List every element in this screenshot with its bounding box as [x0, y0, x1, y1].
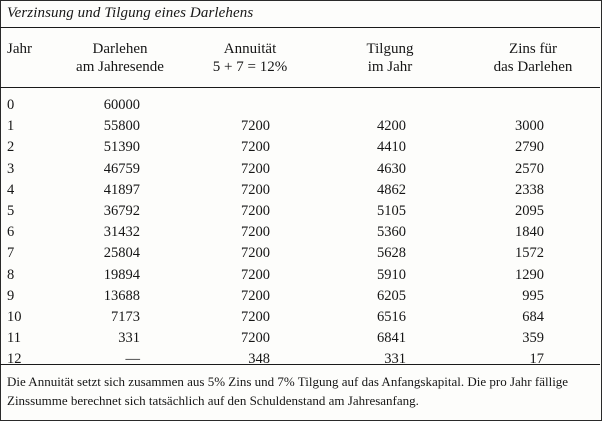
cell-zins: 2790	[515, 139, 544, 156]
cell-darlehen: 60000	[103, 97, 140, 113]
cell-zins: 359	[522, 330, 544, 347]
cell-darlehen: —	[125, 351, 140, 368]
cell-jahr: 2	[7, 139, 15, 156]
cell-jahr: 12	[7, 351, 22, 368]
cell-darlehen: 41897	[103, 181, 140, 198]
cell-annuitaet: 7200	[241, 139, 270, 156]
cell-darlehen: 31432	[103, 224, 140, 241]
cell-jahr: 4	[7, 181, 15, 198]
cell-tilgung: 331	[384, 351, 406, 368]
cell-darlehen: 19894	[103, 266, 140, 283]
cell-darlehen: 36792	[103, 203, 140, 219]
header-tilgung-line-1: Tilgung	[366, 41, 414, 57]
cell-tilgung: 4410	[377, 139, 406, 156]
cell-tilgung: 4630	[377, 160, 406, 177]
cell-annuitaet: 7200	[241, 309, 270, 325]
cell-annuitaet: 7200	[241, 160, 270, 177]
header-jahr-line-1: Jahr	[7, 41, 32, 57]
cell-tilgung: 4200	[377, 118, 406, 135]
header-darlehen-line-1: Darlehen	[92, 41, 148, 57]
cell-zins: 3000	[515, 118, 544, 135]
cell-tilgung: 4862	[377, 181, 406, 198]
cell-jahr: 3	[7, 160, 15, 177]
header-annuitaet-line-2: 5 + 7 = 12%	[212, 59, 288, 75]
cell-zins: 17	[529, 351, 544, 368]
cell-zins: 995	[522, 287, 544, 304]
bottom-rule	[0, 364, 600, 365]
header-tilgung-line-2: im Jahr	[367, 59, 413, 75]
cell-annuitaet: 348	[248, 351, 270, 368]
header-annuitaet	[195, 40, 305, 76]
cell-darlehen: 331	[118, 330, 140, 347]
header-tilgung	[340, 40, 440, 76]
cell-zins: 2095	[515, 203, 544, 219]
cell-tilgung: 6205	[377, 287, 406, 304]
header-darlehen-line-2: am Jahresende	[76, 59, 164, 75]
cell-annuitaet: 7200	[241, 118, 270, 135]
cell-tilgung: 5105	[377, 203, 406, 219]
header-zins	[478, 40, 588, 76]
header-zins-line-2: das Darlehen	[493, 59, 573, 75]
header-darlehen	[60, 40, 180, 76]
cell-jahr: 0	[7, 97, 15, 113]
cell-zins: 1290	[515, 266, 544, 283]
cell-darlehen: 55800	[103, 118, 140, 135]
cell-darlehen: 7173	[111, 309, 140, 325]
header-zins-line-1: Zins für	[509, 41, 557, 57]
cell-zins: 1572	[515, 245, 544, 262]
cell-jahr: 1	[7, 118, 15, 135]
cell-zins: 1840	[515, 224, 544, 241]
cell-jahr: 9	[7, 287, 15, 304]
cell-tilgung: 6516	[377, 309, 406, 325]
cell-tilgung: 5910	[377, 266, 406, 283]
footnote: Die Annuität setzt sich zusammen aus 5% Zins und 7% Tilgung auf das Anfangskapital. Die pro Jahr fällige Zinssumme berechnet sich tatsächlich auf den Schuldenstand am Jahresanfang.	[7, 374, 569, 408]
top-rule	[0, 27, 600, 28]
header-annuitaet-line-1: Annuität	[223, 41, 277, 57]
cell-annuitaet: 7200	[241, 287, 270, 304]
cell-annuitaet: 7200	[241, 330, 270, 347]
cell-annuitaet: 7200	[241, 181, 270, 198]
cell-tilgung: 5628	[377, 245, 406, 262]
cell-annuitaet: 7200	[241, 203, 270, 219]
cell-jahr: 10	[7, 309, 22, 325]
cell-zins: 684	[522, 309, 544, 325]
cell-jahr: 11	[7, 330, 21, 347]
table-title: Verzinsung und Tilgung eines Darlehens	[7, 5, 254, 21]
cell-jahr: 7	[7, 245, 15, 262]
cell-jahr: 5	[7, 203, 15, 219]
cell-tilgung: 5360	[377, 224, 406, 241]
cell-jahr: 6	[7, 224, 15, 241]
cell-annuitaet: 7200	[241, 245, 270, 262]
cell-darlehen: 46759	[103, 160, 140, 177]
header-rule	[0, 87, 600, 88]
cell-zins: 2338	[515, 181, 544, 198]
cell-darlehen: 13688	[103, 287, 140, 304]
header-jahr	[7, 40, 32, 58]
cell-zins: 2570	[515, 160, 544, 177]
cell-jahr: 8	[7, 266, 15, 283]
cell-annuitaet: 7200	[241, 224, 270, 241]
cell-tilgung: 6841	[377, 330, 406, 347]
cell-darlehen: 25804	[103, 245, 140, 262]
cell-annuitaet: 7200	[241, 266, 270, 283]
cell-darlehen: 51390	[103, 139, 140, 156]
